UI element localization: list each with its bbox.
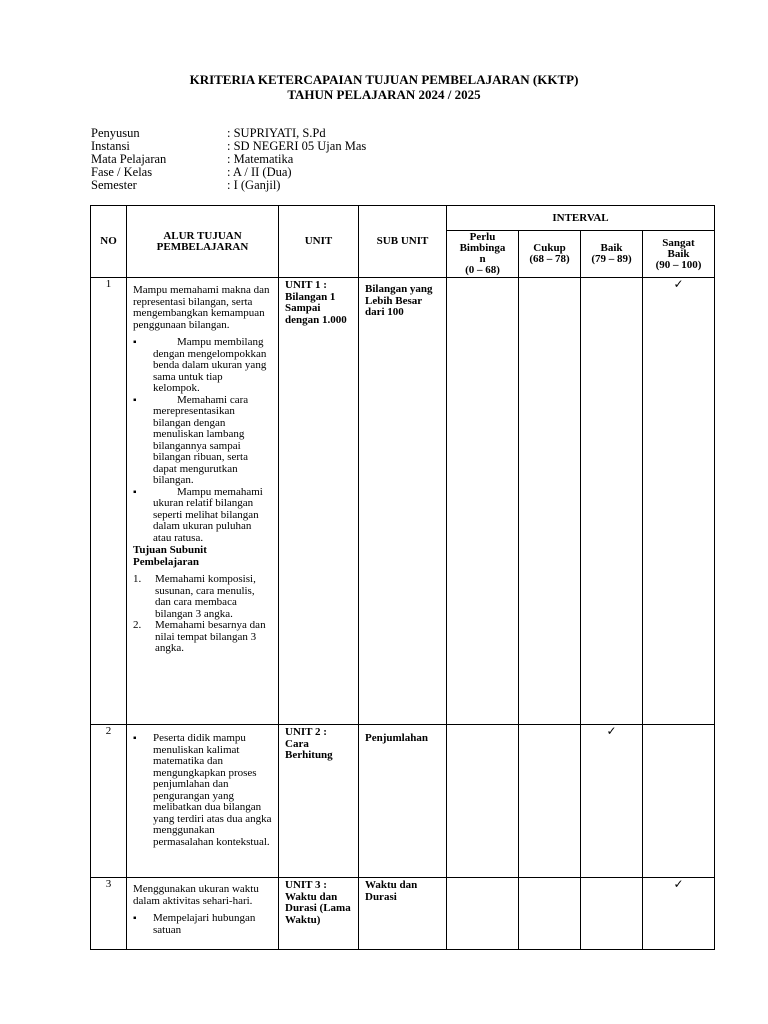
table-row: [91, 278, 715, 725]
meta-value: : I (Ganjil): [227, 178, 281, 192]
header-perlu-line1: Perlu: [469, 231, 496, 243]
sangat-baik-cell: [643, 725, 715, 878]
sangat-baik-cell: [643, 278, 715, 725]
cukup-cell: [519, 725, 581, 878]
document-title: KRITERIA KETERCAPAIAN TUJUAN PEMBELAJARAN (KKTP): [189, 72, 579, 87]
kktp-table: [90, 205, 715, 950]
subunit-label: Penjumlahan: [365, 732, 428, 744]
cukup-cell: [519, 878, 581, 950]
subunit-goal-heading: Tujuan Subunit Pembelajaran: [133, 544, 207, 568]
baik-cell: [581, 725, 643, 878]
header-no: NO: [91, 206, 127, 278]
atp-intro: Menggunakan ukuran waktu dalam aktivitas sehari-hari.: [133, 883, 259, 907]
meta-value: : SD NEGERI 05 Ujan Mas: [227, 139, 367, 153]
header-sangat-range: (90 – 100): [655, 258, 702, 271]
subunit-label: Waktu dan Durasi: [365, 879, 418, 903]
meta-value: : A / II (Dua): [227, 165, 292, 179]
list-item: ▪ Memahami cara merepresentasikan bilangan dengan menuliskan lambang bilangannya sampai bilangan ribuan, serta dapat mengurutkan bilangan.: [133, 395, 272, 487]
header-subunit: SUB UNIT: [359, 206, 447, 278]
atp-cell: [127, 278, 279, 725]
cukup-cell: [519, 278, 581, 725]
meta-value: : Matematika: [227, 152, 294, 166]
row-number: 3: [91, 878, 127, 950]
header-baik: [581, 231, 643, 278]
list-item: ▪ Mampu membilang dengan mengelompokkan benda dalam ukuran yang sama untuk tiap kelompok.: [133, 337, 272, 395]
unit-label: UNIT 2 : Cara Berhitung: [285, 726, 333, 761]
header-sangat-line2: Baik: [667, 247, 690, 260]
sangat-baik-cell: [643, 878, 715, 950]
perlu-bimbingan-cell: [447, 878, 519, 950]
header-perlu-range: (0 – 68): [465, 264, 500, 276]
header-perlu-bimbingan: [447, 231, 519, 278]
header-perlu-line2: Bimbinga: [459, 242, 506, 254]
meta-label: Semester: [91, 178, 137, 192]
meta-row-semester: [91, 179, 366, 192]
header-cukup: [519, 231, 581, 278]
header-atp: ALUR TUJUAN PEMBELAJARAN: [127, 206, 279, 278]
atp-bullet-list: [133, 913, 272, 936]
unit-label: UNIT 1 : Bilangan 1 Sampai dengan 1.000: [285, 279, 347, 326]
subunit-goal-list: [133, 574, 272, 655]
header-interval: INTERVAL: [447, 206, 715, 231]
unit-cell: [279, 725, 359, 878]
list-item: ▪ Peserta didik mampu menuliskan kalimat matematika dan mengungkapkan proses penjumlahan dan pengurangan yang melibatkan dua bilangan yang terdiri atas dua angka menggunakan permasalahan kontekstual.: [133, 733, 272, 848]
perlu-bimbingan-cell: [447, 278, 519, 725]
baik-cell: [581, 278, 643, 725]
perlu-bimbingan-cell: [447, 725, 519, 878]
meta-label: Fase / Kelas: [91, 165, 153, 179]
check-icon: ✓: [673, 277, 684, 291]
check-icon: ✓: [673, 877, 684, 891]
list-item: 2. Memahami besarnya dan nilai tempat bilangan 3 angka.: [133, 619, 266, 654]
list-item: ▪ Mempelajari hubungan satuan: [133, 913, 272, 936]
unit-label: UNIT 3 : Waktu dan Durasi (Lama Waktu): [285, 879, 351, 926]
table-row: [91, 878, 715, 950]
header-sangat-line1: Sangat: [662, 236, 695, 249]
subunit-label: Bilangan yang Lebih Besar dari 100: [365, 283, 433, 318]
subunit-cell: [359, 878, 447, 950]
atp-bullet-list: [133, 733, 272, 848]
meta-label: Mata Pelajaran: [91, 152, 167, 166]
atp-cell: [127, 725, 279, 878]
header-cukup-range: (68 – 78): [529, 253, 570, 265]
atp-cell: [127, 878, 279, 950]
list-item: 1. Memahami komposisi, susunan, cara menulis, dan cara membaca bilangan 3 angka.: [133, 573, 256, 620]
check-icon: ✓: [606, 724, 617, 738]
atp-intro: Mampu memahami makna dan representasi bilangan, serta mengembangkan kemampuan penggunaan bilangan.: [133, 284, 270, 331]
document-subtitle: TAHUN PELAJARAN 2024 / 2025: [287, 87, 481, 102]
meta-value: : SUPRIYATI, S.Pd: [227, 126, 326, 140]
row-number: 1: [91, 278, 127, 725]
table-row: [91, 725, 715, 878]
header-sangat-baik: [643, 231, 715, 278]
meta-info: [91, 127, 366, 192]
subunit-cell: [359, 278, 447, 725]
meta-label: Instansi: [91, 139, 130, 153]
header-baik-range: (79 – 89): [591, 253, 632, 265]
header-cukup-label: Cukup: [533, 242, 566, 254]
header-unit: UNIT: [279, 206, 359, 278]
list-item: ▪ Mampu memahami ukuran relatif bilangan seperti melihat bilangan dalam ukuran puluhan atau ratusa.: [133, 487, 272, 545]
row-number: 2: [91, 725, 127, 878]
baik-cell: [581, 878, 643, 950]
unit-cell: [279, 278, 359, 725]
atp-bullet-list: [133, 337, 272, 544]
header-baik-label: Baik: [600, 242, 623, 254]
header-perlu-line3: n: [479, 253, 486, 265]
subunit-cell: [359, 725, 447, 878]
unit-cell: [279, 878, 359, 950]
meta-label: Penyusun: [91, 126, 140, 140]
